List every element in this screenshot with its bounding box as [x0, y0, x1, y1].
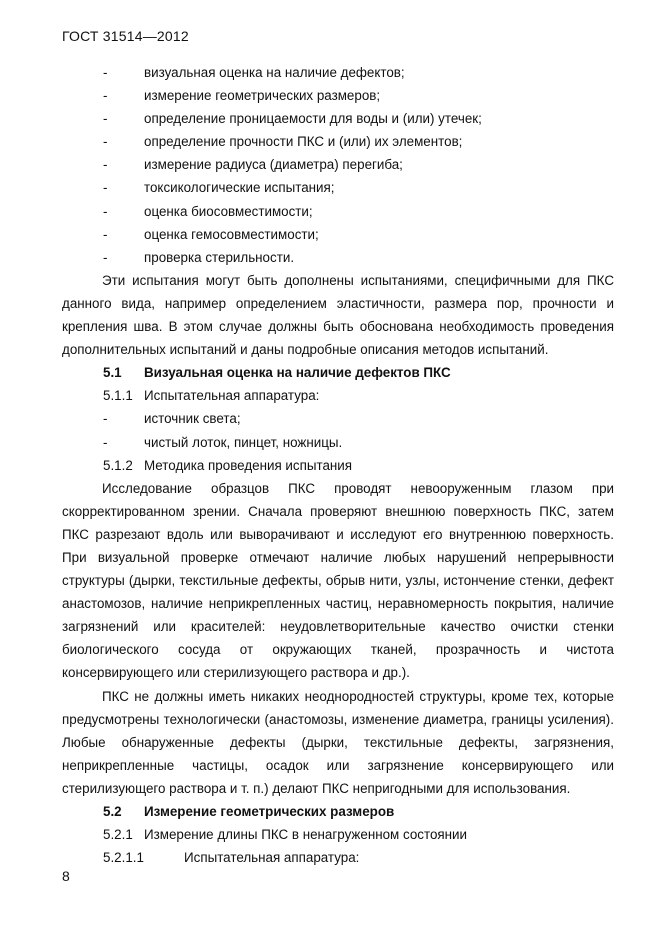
list-item — [62, 223, 614, 246]
subsection-title: Испытательная аппаратура: — [144, 388, 320, 404]
subsection-heading-5-2-1 — [62, 823, 614, 846]
list-item — [62, 176, 614, 199]
section-heading-5-2 — [62, 800, 614, 823]
list-dash: - — [103, 411, 108, 427]
list-item-text: определение проницаемости для воды и (или) утечек; — [144, 111, 482, 127]
list-item-text: чистый лоток, пинцет, ножницы. — [144, 434, 343, 450]
subsection-heading-5-1-2 — [62, 454, 614, 477]
section-number: 5.1 — [103, 365, 122, 381]
list-item-text: оценка гемосовместимости; — [144, 226, 319, 242]
list-item — [62, 107, 614, 130]
section-title: Визуальная оценка на наличие дефектов ПКС — [144, 365, 451, 381]
subsection-number: 5.2.1.1 — [103, 850, 144, 866]
list-item — [62, 246, 614, 269]
subsection-number: 5.2.1 — [103, 827, 133, 843]
list-item-text: визуальная оценка на наличие дефектов; — [144, 65, 405, 80]
list-item-text: источник света; — [144, 411, 241, 427]
subsection-title: Измерение длины ПКС в ненагруженном состоянии — [144, 827, 468, 843]
document-body — [62, 61, 614, 869]
subsection-heading-5-1-1 — [62, 384, 614, 407]
list-item-text: проверка стерильности. — [144, 249, 295, 265]
list-dash: - — [103, 180, 108, 196]
list-dash: - — [103, 249, 108, 265]
list-dash: - — [103, 111, 108, 127]
list-dash: - — [103, 134, 108, 150]
list-item-text: измерение геометрических размеров; — [144, 88, 381, 104]
subsection-title: Испытательная аппаратура: — [184, 850, 360, 866]
subsection-number: 5.1.1 — [103, 388, 133, 404]
test-list — [62, 61, 614, 269]
apparatus-list — [62, 407, 614, 453]
subsection-heading-5-2-1-1 — [62, 846, 614, 869]
section-heading-5-1 — [62, 361, 614, 384]
list-item — [62, 431, 614, 454]
list-item — [62, 84, 614, 107]
document-header: ГОСТ 31514—2012 — [62, 28, 189, 44]
list-dash: - — [103, 157, 108, 173]
list-item — [62, 200, 614, 223]
list-dash: - — [103, 88, 108, 104]
list-dash: - — [103, 434, 108, 450]
subsection-number: 5.1.2 — [103, 457, 133, 473]
list-item-text: токсикологические испытания; — [144, 180, 335, 196]
page-number: 8 — [62, 868, 70, 884]
list-item-text: измерение радиуса (диаметра) перегиба; — [144, 157, 403, 173]
list-item — [62, 153, 614, 176]
subsection-title: Методика проведения испытания — [144, 457, 353, 473]
paragraph-additional-tests: Эти испытания могут быть дополнены испытаниями, специфичными для ПКС данного вида, например определением эластичности, размера пор, прочности и крепления шва. В этом случае должны быть обоснована необходимость проведения дополнительных испытаний и даны подробные описания методов испытаний. — [62, 272, 614, 358]
list-dash: - — [103, 226, 108, 242]
list-item-text: определение прочности ПКС и (или) их элементов; — [144, 134, 463, 150]
list-item — [62, 407, 614, 430]
paragraph-defect-criteria: ПКС не должны иметь никаких неоднородностей структуры, кроме тех, которые предусмотрены технологически (анастомозы, изменение диаметра, границы усиления). Любые обнаруженные дефекты (дырки, текстильные дефекты, загрязнения, неприкрепленные частицы, осадок или загрязнение консервирующего или стерилизующего раствора и т. п.) делают ПКС непригодными для использования. — [62, 688, 614, 796]
list-item — [62, 130, 614, 153]
list-item-text: оценка биосовместимости; — [144, 203, 313, 219]
list-dash: - — [103, 203, 108, 219]
section-number: 5.2 — [103, 804, 122, 819]
section-title: Измерение геометрических размеров — [144, 804, 395, 819]
paragraph-test-procedure: Исследование образцов ПКС проводят невооруженным глазом при скорректированном зрении. Сначала проверяют внешнюю поверхность ПКС, затем ПКС разрезают вдоль или выворачивают и исследуют его внутреннюю поверхность. При визуальной проверке отмечают наличие любых нарушений непрерывности структуры (дырки, текстильные дефекты, обрыв нити, узлы, истончение стенки, дефект анастомозов, наличие неприкрепленных частиц, неравномерность покрытия, наличие загрязнений или красителей: неудовлетворительные качество очистки стенки биологического сосуда от окружающих тканей, прозрачность и чистота консервирующего или стерилизующего раствора и др.). — [62, 480, 614, 681]
list-dash: - — [103, 65, 108, 80]
list-item — [62, 61, 614, 84]
